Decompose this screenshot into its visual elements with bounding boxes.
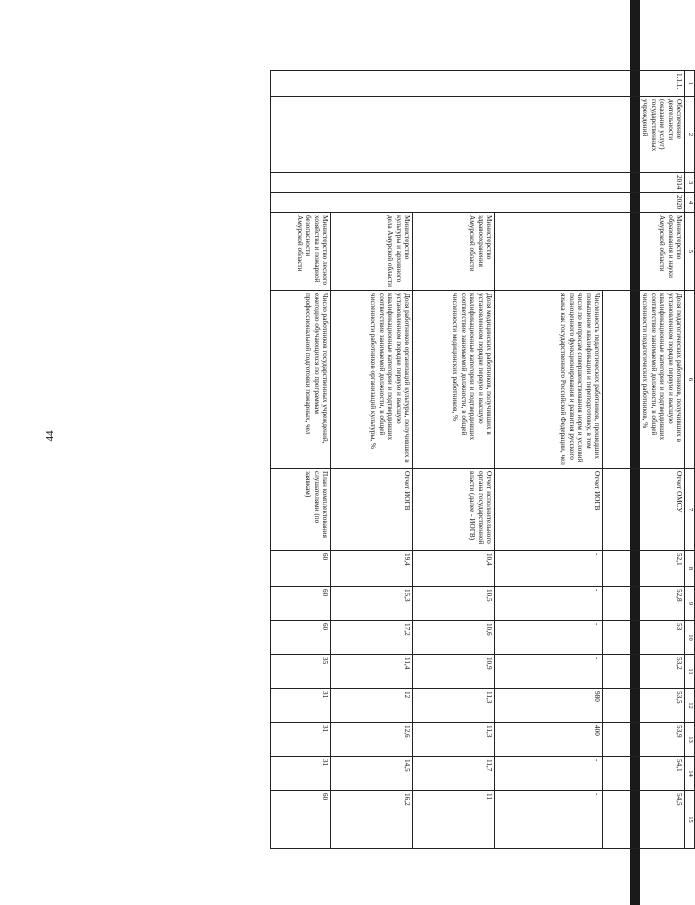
value-cell: 60	[271, 621, 331, 655]
value-cell: 11	[413, 791, 495, 849]
value-cell: 60	[271, 791, 331, 849]
source-cell: Отчет ИОГВ	[331, 469, 413, 551]
header-cell: 5	[685, 213, 695, 291]
source-cell: Отчет ИОГВ	[495, 469, 603, 551]
indicator-cell: Доля работников организаций культуры, получивших в установленном порядке первую и высшую квалификационные категории и подтвердивших соответствие занимаемой должности, в общей численности работников организаций культуры, %	[331, 291, 413, 469]
value-cell: 10,4	[413, 551, 495, 587]
value-cell: 15,3	[331, 587, 413, 621]
table-row	[603, 71, 685, 849]
value-cell: 53,2	[603, 655, 685, 689]
value-cell: 52,8	[603, 587, 685, 621]
header-cell: 9	[685, 587, 695, 621]
indicator-cell: Доля медицинских работников, получивших в установленном порядке первую и высшую квалификационные категории и подтвердивших соответствие занимаемой должности, в общей численности медицинских работников, %	[413, 291, 495, 469]
indicator-cell: Доля педагогических работников, получивших в установленном порядке первую и высшую квалификационные категории и подтвердивших соответствие занимаемой должности, в общей численности педагогических работников, %	[603, 291, 685, 469]
header-cell: 3	[685, 173, 695, 193]
value-cell: 52,1	[603, 551, 685, 587]
header-cell: 11	[685, 655, 695, 689]
source-cell: План комплектования слушателями (по заявкам)	[271, 469, 331, 551]
value-cell: -	[495, 587, 603, 621]
value-cell: -	[495, 791, 603, 849]
source-cell: Отчет исполнительного органа государственной власти (далее - ИОГВ)	[413, 469, 495, 551]
executor-cell: Министерство здравоохранения Амурской области	[413, 213, 495, 291]
value-cell: 35	[271, 655, 331, 689]
value-cell: 12	[331, 689, 413, 723]
value-cell: -	[495, 757, 603, 791]
header-cell: 13	[685, 723, 695, 757]
header-cell: 8	[685, 551, 695, 587]
indicators-table	[270, 70, 695, 849]
header-cell: 4	[685, 193, 695, 213]
value-cell: 31	[271, 689, 331, 723]
value-cell: 980	[495, 689, 603, 723]
header-cell: 7	[685, 469, 695, 551]
value-cell: 10,6	[413, 621, 495, 655]
header-cell: 1	[685, 71, 695, 97]
header-cell: 10	[685, 621, 695, 655]
value-cell: 10,5	[413, 587, 495, 621]
value-cell: 60	[271, 587, 331, 621]
indicator-cell: Число работников государственных учреждений, ежегодно обучающихся по программам профессиональной подготовки пожарных, чел	[271, 291, 331, 469]
value-cell: 17,2	[331, 621, 413, 655]
value-cell: 53	[603, 621, 685, 655]
value-cell: 11,7	[413, 757, 495, 791]
value-cell: 31	[271, 723, 331, 757]
rotated-table-container	[295, 70, 695, 848]
value-cell: 11,3	[413, 723, 495, 757]
value-cell: 54,5	[603, 791, 685, 849]
value-cell: 400	[495, 723, 603, 757]
page-number: 44	[44, 430, 56, 442]
value-cell: 12,6	[331, 723, 413, 757]
executor-cell: Министерство лесного хозяйства и пожарной безопасности Амурской области	[271, 213, 331, 291]
header-cell: 6	[685, 291, 695, 469]
program-code: 1.1.1.	[271, 71, 685, 97]
program-name: Обеспечение деятельности (оказание услуг) государственных учреждений	[271, 97, 685, 173]
header-cell: 15	[685, 791, 695, 849]
executor-cell: Министерство культуры и архивного дела Амурской области	[331, 213, 413, 291]
header-cell: 14	[685, 757, 695, 791]
value-cell: 53,5	[603, 689, 685, 723]
value-cell: 14,5	[331, 757, 413, 791]
value-cell: 54,1	[603, 757, 685, 791]
value-cell: -	[495, 621, 603, 655]
year-end: 2020	[271, 193, 685, 213]
value-cell: 31	[271, 757, 331, 791]
value-cell: 11,3	[413, 689, 495, 723]
value-cell: 16,2	[331, 791, 413, 849]
source-cell: Отчет ОМСУ	[603, 469, 685, 551]
value-cell: 19,4	[331, 551, 413, 587]
value-cell: 60	[271, 551, 331, 587]
header-cell: 2	[685, 97, 695, 173]
value-cell: 10,9	[413, 655, 495, 689]
value-cell: -	[495, 551, 603, 587]
header-cell: 12	[685, 689, 695, 723]
executor-cell: Министерство образования и науки Амурской области	[495, 213, 685, 291]
value-cell: -	[495, 655, 603, 689]
value-cell: 53,9	[603, 723, 685, 757]
indicator-cell: Численность педагогических работников, прошедших повышение квалификации и переподготовку, в том числе по вопросам совершенствования норм и условий полноценного функционирования и развития русского языка как государственного Российской Федерации, чел	[495, 291, 603, 469]
year-start: 2014	[271, 173, 685, 193]
header-row	[685, 71, 695, 849]
value-cell: 11,4	[331, 655, 413, 689]
